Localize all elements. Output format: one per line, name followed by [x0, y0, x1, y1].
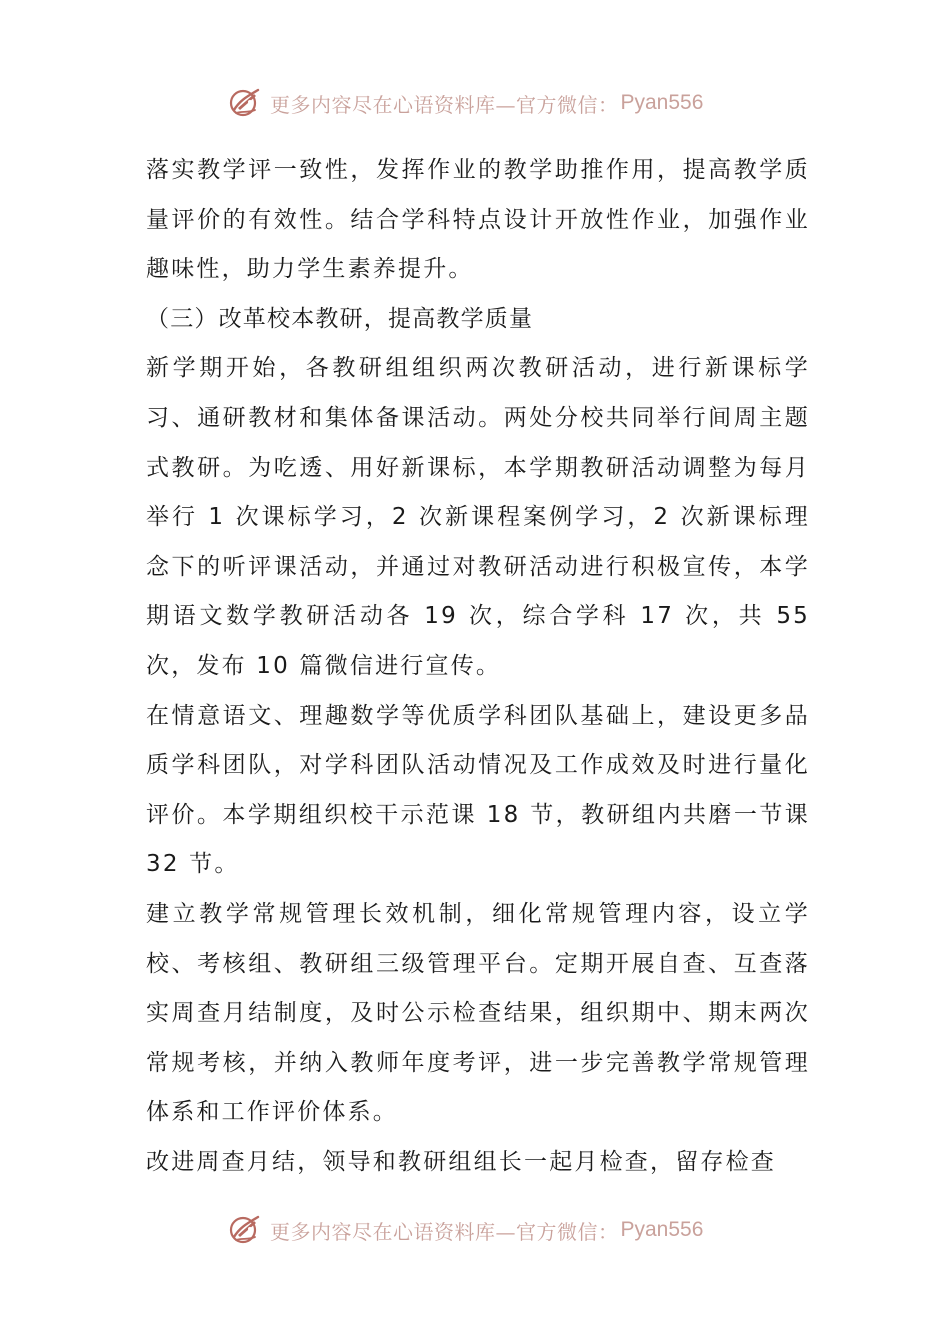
watermark-handle: Pyan556	[620, 1218, 704, 1241]
paragraph-1: 落实教学评一致性，发挥作业的教学助推作用，提高教学质量评价的有效性。结合学科特点设计开放性作业，加强作业趣味性，助力学生素养提升。	[146, 157, 810, 283]
watermark-footer	[228, 1211, 748, 1249]
section-heading: （三）改革校本教研，提高教学质量	[146, 305, 534, 332]
signature-pen-logo	[228, 1213, 264, 1247]
paragraph-3: 在情意语文、理趣数学等优质学科团队基础上，建设更多品质学科团队，对学科团队活动情况及工作成效及时进行量化评价。本学期组织校干示范课 18 节，教研组内共磨一节课 32 节。	[146, 702, 810, 878]
watermark-handle: Pyan556	[620, 91, 704, 114]
document-body	[146, 146, 810, 1187]
paragraph-2: 新学期开始，各教研组组织两次教研活动，进行新课标学习、通研教材和集体备课活动。两处分校共同举行间周主题式教研。为吃透、用好新课标，本学期教研活动调整为每月举行 1 次课标学习，2 次新课程案例学习，2 次新课标理念下的听评课活动，并通过对教研活动进行积极宣传，本学期语文数学教研活动各 19 次，综合学科 17 次，共 55 次，发布 10 篇微信进行宣传。	[146, 355, 810, 679]
signature-pen-logo	[228, 86, 264, 120]
watermark-text: 更多内容尽在心语资料库—官方微信：	[270, 1219, 619, 1244]
paragraph-4: 建立教学常规管理长效机制，细化常规管理内容，设立学校、考核组、教研组三级管理平台。定期开展自查、互查落实周查月结制度，及时公示检查结果，组织期中、期末两次常规考核，并纳入教师年度考评，进一步完善教学常规管理体系和工作评价体系。	[146, 900, 810, 1126]
watermark-header	[228, 84, 748, 122]
watermark-text: 更多内容尽在心语资料库—官方微信：	[270, 92, 619, 117]
paragraph-5: 改进周查月结，领导和教研组组长一起月检查，留存检查	[146, 1148, 776, 1175]
